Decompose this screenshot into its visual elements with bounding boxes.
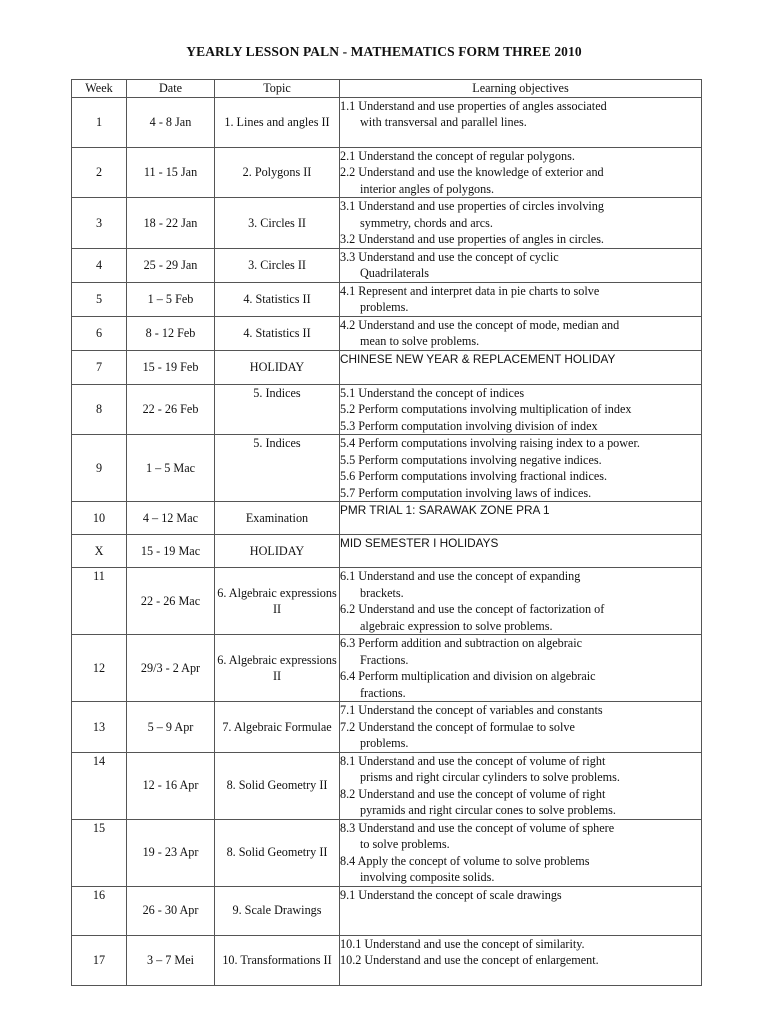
objective-number: 2.1 (340, 148, 356, 163)
objective-number: 7.2 (340, 719, 356, 734)
table-row (72, 282, 702, 316)
week-cell: 9 (72, 435, 127, 502)
table-row (72, 198, 702, 249)
objective-text: Understand the concept of indices (358, 385, 525, 400)
objective-number: 8.1 (340, 753, 356, 768)
objectives-cell (340, 248, 702, 282)
objective-item (340, 786, 701, 819)
objective-item (340, 452, 701, 469)
objective-item (340, 198, 701, 231)
objective-number: 6.1 (340, 569, 356, 583)
week-cell: 12 (72, 635, 127, 702)
objective-item (340, 385, 701, 402)
objective-text: Perform addition and subtraction on algebraic (358, 636, 582, 650)
topic-cell: 6. Algebraic expressions II (215, 635, 340, 702)
date-cell: 1 – 5 Feb (127, 282, 215, 316)
objective-text: Perform computations involving negative indices. (358, 452, 602, 467)
table-row (72, 350, 702, 384)
objective-item (340, 702, 701, 719)
week-cell: 17 (72, 935, 127, 985)
objective-number: 5.7 (340, 485, 356, 500)
objectives-cell (340, 198, 702, 249)
objective-number: 9.1 (340, 887, 356, 902)
date-cell: 26 - 30 Apr (127, 886, 215, 935)
table-body (72, 97, 702, 985)
objective-text: Perform computation involving division of index (358, 418, 598, 433)
header-row (72, 80, 702, 98)
objective-continuation: prisms and right circular cylinders to solve problems. (360, 770, 620, 784)
objective-number: 3.3 (340, 249, 356, 264)
week-cell: 2 (72, 147, 127, 198)
week-cell: 1 (72, 97, 127, 147)
objective-text: Understand and use properties of angles associated (358, 98, 607, 113)
objective-item (340, 952, 701, 969)
date-cell: 12 - 16 Apr (127, 752, 215, 819)
objectives-cell (340, 147, 702, 198)
table-row (72, 702, 702, 753)
objective-item (340, 668, 701, 701)
week-cell: 14 (72, 752, 127, 819)
objective-number: 8.2 (340, 786, 356, 801)
table-row (72, 97, 702, 147)
objective-number: 5.1 (340, 385, 356, 400)
week-cell: 8 (72, 384, 127, 435)
topic-cell: 8. Solid Geometry II (215, 752, 340, 819)
document-title: YEARLY LESSON PALN - MATHEMATICS FORM THREE 2010 (186, 44, 582, 59)
date-cell: 19 - 23 Apr (127, 819, 215, 886)
objective-number: 4.1 (340, 283, 356, 298)
topic-cell: 5. Indices (215, 384, 340, 435)
objective-continuation: algebraic expression to solve problems. (360, 618, 553, 633)
objective-continuation: to solve problems. (360, 837, 450, 851)
objective-text: Understand and use the concept of cyclic (358, 249, 559, 264)
topic-cell: 5. Indices (215, 435, 340, 502)
topic-cell: 4. Statistics II (215, 282, 340, 316)
objective-text: Understand the concept of scale drawings (358, 887, 562, 902)
objective-text: Understand and use the concept of enlargement. (364, 953, 599, 967)
objective-item (340, 231, 701, 248)
week-cell: 3 (72, 198, 127, 249)
topic-cell: 10. Transformations II (215, 935, 340, 985)
objective-text: Apply the concept of volume to solve problems (357, 853, 590, 868)
objective-number: 5.2 (340, 402, 356, 416)
objectives-cell (340, 502, 702, 535)
objective-continuation: symmetry, chords and arcs. (360, 215, 493, 230)
objective-continuation: Fractions. (360, 652, 409, 667)
objective-number: 5.6 (340, 469, 356, 483)
table-row (72, 819, 702, 886)
header-topic: Topic (215, 80, 340, 98)
week-cell: 5 (72, 282, 127, 316)
objective-number: 7.1 (340, 703, 356, 717)
objective-text: Perform computations involving raising index to a power. (358, 436, 640, 450)
date-cell: 5 – 9 Apr (127, 702, 215, 753)
objective-text: Understand and use the concept of volume of sphere (358, 820, 615, 835)
date-cell: 22 - 26 Mac (127, 568, 215, 635)
objective-item (340, 719, 701, 752)
date-cell: 15 - 19 Feb (127, 350, 215, 384)
objective-number: 3.1 (340, 199, 356, 213)
objective-item (340, 753, 701, 786)
objective-number: 6.3 (340, 636, 356, 650)
topic-cell: HOLIDAY (215, 535, 340, 568)
date-cell: 8 - 12 Feb (127, 316, 215, 350)
table-row (72, 752, 702, 819)
objective-number: 5.4 (340, 436, 356, 450)
objective-continuation: brackets. (360, 585, 404, 600)
objectives-cell (340, 282, 702, 316)
topic-cell: 7. Algebraic Formulae (215, 702, 340, 753)
objectives-cell (340, 535, 702, 568)
week-cell: X (72, 535, 127, 568)
objective-item (340, 820, 701, 853)
objective-number: 6.4 (340, 669, 356, 683)
objective-number: 8.3 (340, 820, 356, 835)
objective-number: 6.2 (340, 602, 356, 616)
objective-continuation: pyramids and right circular cones to solve problems. (360, 803, 616, 817)
objective-item (340, 887, 701, 904)
table-row (72, 568, 702, 635)
date-cell: 4 - 8 Jan (127, 97, 215, 147)
objective-item (340, 317, 701, 350)
date-cell: 15 - 19 Mac (127, 535, 215, 568)
header-week: Week (72, 80, 127, 98)
table-row (72, 535, 702, 568)
objective-text: Represent and interpret data in pie charts to solve (358, 283, 600, 298)
objective-item (340, 468, 701, 485)
objectives-cell (340, 384, 702, 435)
objective-text: Understand and use the concept of volume of right (358, 786, 606, 801)
objective-text: Perform computations involving multiplication of index (358, 402, 632, 416)
objectives-cell (340, 97, 702, 147)
topic-cell: 6. Algebraic expressions II (215, 568, 340, 635)
date-cell: 22 - 26 Feb (127, 384, 215, 435)
topic-cell: 2. Polygons II (215, 147, 340, 198)
topic-cell: 8. Solid Geometry II (215, 819, 340, 886)
objective-text: Understand the concept of formulae to solve (358, 719, 575, 734)
date-cell: 18 - 22 Jan (127, 198, 215, 249)
date-cell: 11 - 15 Jan (127, 147, 215, 198)
week-cell: 10 (72, 502, 127, 535)
date-cell: 3 – 7 Mei (127, 935, 215, 985)
lesson-plan-table (71, 79, 702, 986)
table-row (72, 886, 702, 935)
objective-item (340, 568, 701, 601)
objectives-cell (340, 752, 702, 819)
objective-item (340, 98, 701, 131)
topic-cell: 9. Scale Drawings (215, 886, 340, 935)
objective-number: 4.2 (340, 317, 356, 332)
objective-note: MID SEMESTER I HOLIDAYS (340, 536, 499, 550)
objective-text: Understand and use properties of circles involving (358, 199, 604, 213)
week-cell: 6 (72, 316, 127, 350)
objective-item (340, 853, 701, 886)
objectives-cell (340, 702, 702, 753)
objective-item (340, 401, 701, 418)
table-row (72, 502, 702, 535)
objective-item (340, 283, 701, 316)
objective-text: Perform computation involving laws of indices. (358, 485, 592, 500)
objective-number: 10.1 (340, 936, 362, 951)
objective-number: 5.5 (340, 452, 356, 467)
objectives-cell (340, 568, 702, 635)
topic-cell: 3. Circles II (215, 198, 340, 249)
table-row (72, 316, 702, 350)
objective-continuation: problems. (360, 736, 409, 750)
objective-text: Understand and use the concept of volume of right (358, 753, 606, 768)
objective-text: Understand the concept of variables and constants (358, 703, 603, 717)
objective-item (340, 249, 701, 282)
objective-text: Understand and use the concept of expanding (358, 569, 581, 583)
topic-cell: Examination (215, 502, 340, 535)
objective-continuation: with transversal and parallel lines. (360, 115, 527, 129)
objective-text: Understand the concept of regular polygons. (358, 148, 575, 163)
objective-continuation: involving composite solids. (360, 870, 495, 884)
table-row (72, 248, 702, 282)
topic-cell: 4. Statistics II (215, 316, 340, 350)
objective-text: Perform computations involving fractional indices. (358, 469, 608, 483)
table-row (72, 384, 702, 435)
objective-continuation: fractions. (360, 685, 406, 700)
week-cell: 7 (72, 350, 127, 384)
objective-item (340, 635, 701, 668)
week-cell: 11 (72, 568, 127, 635)
objective-number: 5.3 (340, 418, 356, 433)
objectives-cell (340, 635, 702, 702)
topic-cell: HOLIDAY (215, 350, 340, 384)
header-date: Date (127, 80, 215, 98)
objective-item (340, 435, 701, 452)
objective-number: 2.2 (340, 165, 356, 179)
objective-item (340, 164, 701, 197)
objective-text: Understand and use properties of angles in circles. (358, 232, 604, 246)
date-cell: 4 – 12 Mac (127, 502, 215, 535)
objective-continuation: problems. (360, 300, 409, 314)
objectives-cell (340, 350, 702, 384)
week-cell: 4 (72, 248, 127, 282)
objective-number: 10.2 (340, 953, 362, 967)
objective-item (340, 485, 701, 502)
objective-continuation: mean to solve problems. (360, 334, 480, 348)
objective-number: 1.1 (340, 98, 356, 113)
objective-item (340, 418, 701, 435)
date-cell: 1 – 5 Mac (127, 435, 215, 502)
table-row (72, 935, 702, 985)
header-objectives: Learning objectives (340, 80, 702, 98)
objectives-cell (340, 886, 702, 935)
week-cell: 13 (72, 702, 127, 753)
objective-text: Understand and use the concept of mode, median and (358, 317, 620, 332)
table-row (72, 635, 702, 702)
objective-text: Understand and use the concept of factorization of (358, 602, 605, 616)
date-cell: 29/3 - 2 Apr (127, 635, 215, 702)
topic-cell: 3. Circles II (215, 248, 340, 282)
objective-continuation: Quadrilaterals (360, 266, 430, 280)
objective-item (340, 148, 701, 165)
date-cell: 25 - 29 Jan (127, 248, 215, 282)
objective-text: Understand and use the knowledge of exterior and (358, 165, 604, 179)
topic-cell: 1. Lines and angles II (215, 97, 340, 147)
objectives-cell (340, 819, 702, 886)
objective-continuation: interior angles of polygons. (360, 181, 495, 196)
objective-note: PMR TRIAL 1: SARAWAK ZONE PRA 1 (340, 503, 550, 517)
objectives-cell (340, 935, 702, 985)
objectives-cell (340, 316, 702, 350)
objectives-cell (340, 435, 702, 502)
objective-number: 3.2 (340, 232, 356, 246)
objective-item (340, 601, 701, 634)
objective-text: Understand and use the concept of similarity. (364, 936, 585, 951)
objective-text: Perform multiplication and division on algebraic (358, 669, 596, 683)
objective-number: 8.4 (340, 853, 356, 868)
objective-item (340, 936, 701, 953)
table-row (72, 147, 702, 198)
week-cell: 15 (72, 819, 127, 886)
week-cell: 16 (72, 886, 127, 935)
table-row (72, 435, 702, 502)
objective-note: CHINESE NEW YEAR & REPLACEMENT HOLIDAY (340, 351, 616, 366)
